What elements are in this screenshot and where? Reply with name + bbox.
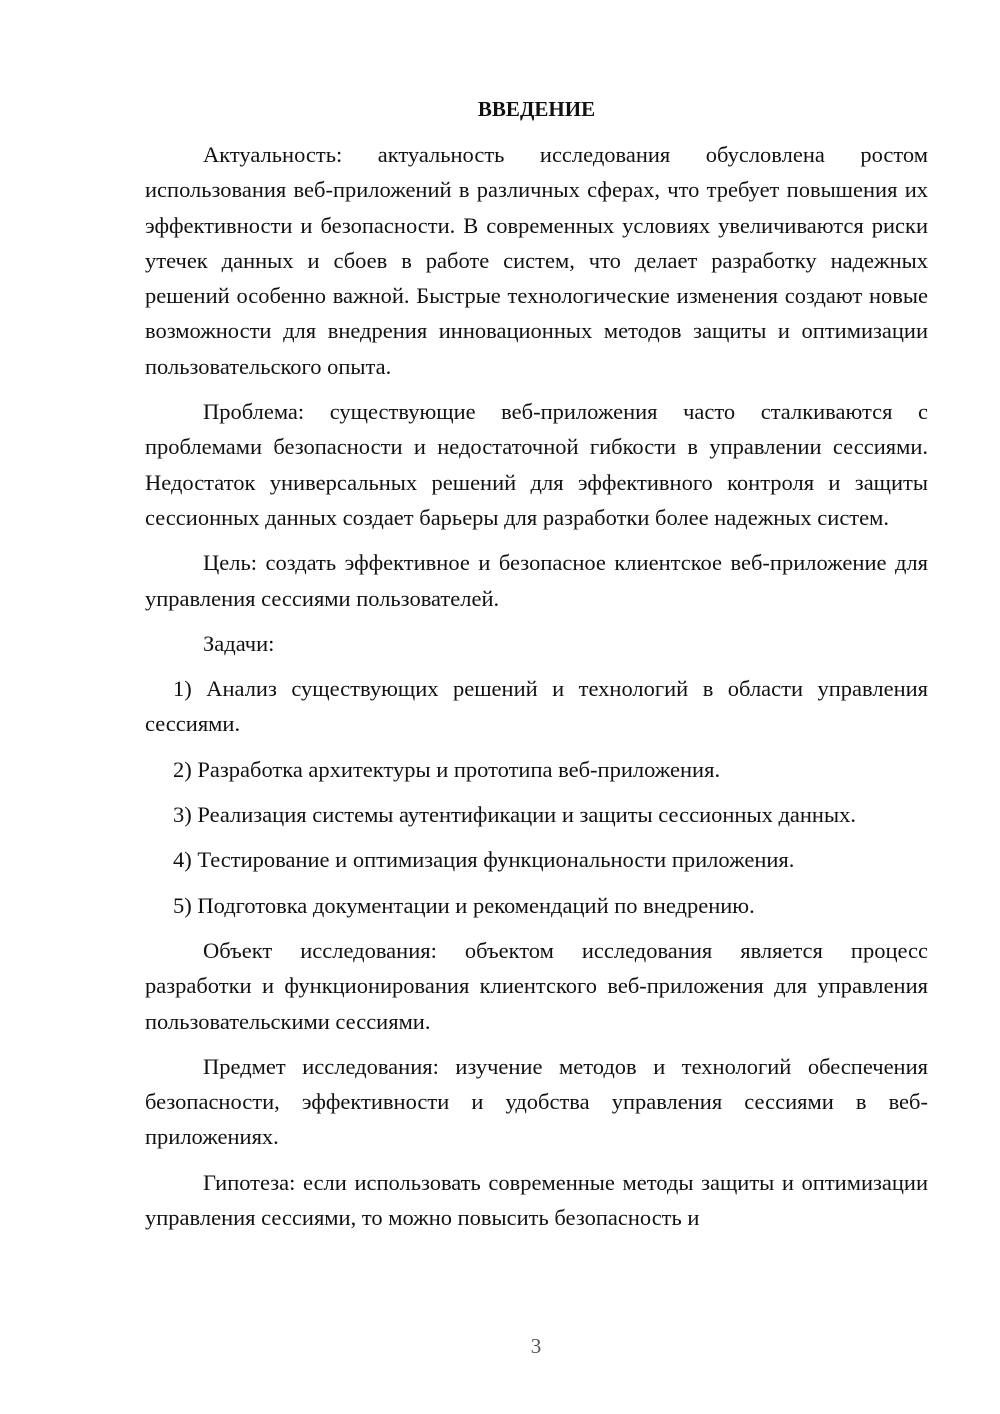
- task-item-4: 4) Тестирование и оптимизация функциональности приложения.: [173, 847, 795, 873]
- task-item-3: 3) Реализация системы аутентификации и защиты сессионных данных.: [173, 802, 856, 828]
- page-number: 3: [530, 1334, 542, 1358]
- paragraph-hypothesis: Гипотеза: если использовать современные методы защиты и оптимизации управления сессиями, то можно повысить безопасность и: [145, 1169, 928, 1231]
- page-content: [145, 92, 928, 1245]
- task-item-5: 5) Подготовка документации и рекомендаций по внедрению.: [173, 892, 755, 918]
- section-title: ВВЕДЕНИЕ: [477, 97, 596, 121]
- paragraph-object: Объект исследования: объектом исследования является процесс разработки и функционирования клиентского веб-приложения для управления пользовательскими сессиями.: [145, 937, 928, 1034]
- paragraph-relevance: Актуальность: актуальность исследования обусловлена ростом использования веб-приложений в различных сферах, что требует повышения их эффективности и безопасности. В современных условиях увеличиваются риски утечек данных и сбоев в работе систем, что делает разработку надежных решений особенно важной. Быстрые технологические изменения создают новые возможности для внедрения инновационных методов защиты и оптимизации пользовательского опыта.: [145, 142, 928, 379]
- task-item-2: 2) Разработка архитектуры и прототипа веб-приложения.: [173, 756, 721, 782]
- tasks-heading: Задачи:: [203, 630, 275, 656]
- task-item-1: 1) Анализ существующих решений и технологий в области управления сессиями.: [145, 676, 928, 737]
- paragraph-subject: Предмет исследования: изучение методов и технологий обеспечения безопасности, эффективности и удобства управления сессиями в веб-приложениях.: [145, 1053, 928, 1150]
- paragraph-problem: Проблема: существующие веб-приложения часто сталкиваются с проблемами безопасности и недостаточной гибкости в управлении сессиями. Недостаток универсальных решений для эффективного контроля и защиты сессионных данных создает барьеры для разработки более надежных систем.: [145, 399, 928, 530]
- paragraph-goal: Цель: создать эффективное и безопасное клиентское веб-приложение для управления сессиями пользователей.: [145, 550, 928, 611]
